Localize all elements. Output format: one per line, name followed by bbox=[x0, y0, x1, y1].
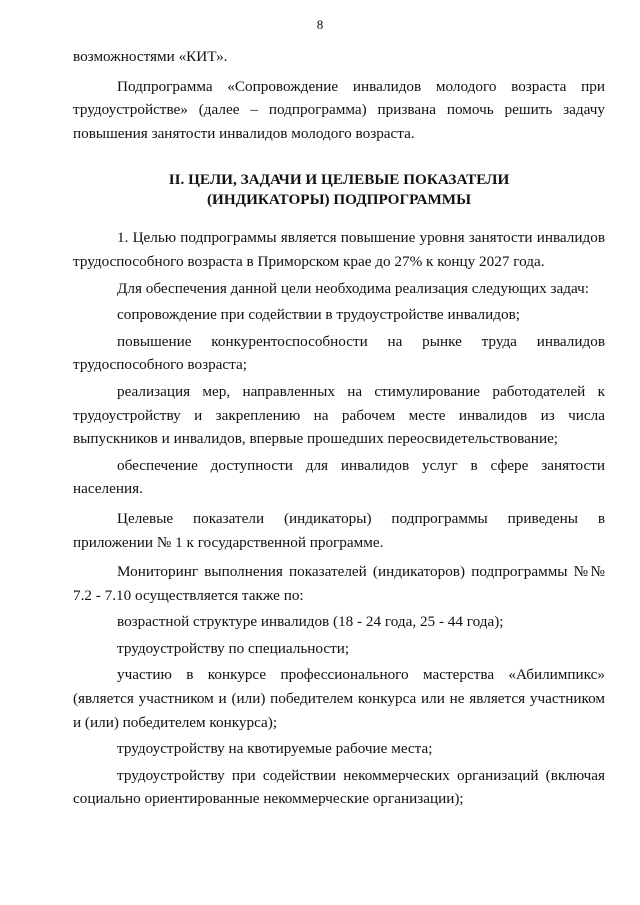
paragraph-monitoring: Мониторинг выполнения показателей (индикаторов) подпрограммы №№ 7.2 - 7.10 осуществляется также по: bbox=[73, 563, 605, 604]
paragraph-task-1: сопровождение при содействии в трудоустройстве инвалидов; bbox=[117, 306, 520, 324]
paragraph-monitoring-specialty: трудоустройству по специальности; bbox=[117, 639, 350, 657]
paragraph-goal: 1. Целью подпрограммы является повышение уровня занятости инвалидов трудоспособного возраста в Приморском крае до 27% к концу 2027 года. bbox=[73, 229, 605, 270]
paragraph-continuation: возможностями «КИТ». bbox=[73, 48, 228, 65]
paragraph-monitoring-quota: трудоустройству на квотируемые рабочие места; bbox=[117, 740, 433, 758]
paragraph-subprogram-intro: Подпрограмма «Сопровождение инвалидов молодого возраста при трудоустройстве» (далее – подпрограмма) призвана помочь решить задачу повышения занятости инвалидов молодого возраста. bbox=[73, 77, 605, 142]
section-heading bbox=[73, 170, 605, 210]
document-body bbox=[73, 45, 605, 811]
page-number: 8 bbox=[316, 17, 324, 32]
paragraph-task-3: реализация мер, направленных на стимулирование работодателей к трудоустройству и закреплению на рабочем месте инвалидов из числа выпускников и инвалидов, впервые прошедших переосвидетельствование; bbox=[73, 382, 605, 448]
section-heading-line-1: II. ЦЕЛИ, ЗАДАЧИ И ЦЕЛЕВЫЕ ПОКАЗАТЕЛИ bbox=[168, 171, 510, 189]
paragraph-task-4: обеспечение доступности для инвалидов услуг в сфере занятости населения. bbox=[73, 456, 605, 498]
section-heading-line-2: (ИНДИКАТОРЫ) ПОДПРОГРАММЫ bbox=[206, 191, 472, 209]
paragraph-tasks-intro: Для обеспечения данной цели необходима реализация следующих задач: bbox=[117, 279, 589, 297]
paragraph-indicators: Целевые показатели (индикаторы) подпрограммы приведены в приложении № 1 к государственной программе. bbox=[73, 509, 605, 551]
paragraph-monitoring-nco: трудоустройству при содействии некоммерческих организаций (включая социально ориентированные некоммерческие организации); bbox=[73, 766, 605, 808]
paragraph-monitoring-abilympics: участию в конкурсе профессионального мастерства «Абилимпикс» (является участником и (или) победителем конкурса или не является участником и (или) победителем конкурса); bbox=[73, 666, 605, 731]
paragraph-task-2: повышение конкурентоспособности на рынке труда инвалидов трудоспособного возраста; bbox=[73, 332, 605, 374]
paragraph-monitoring-age: возрастной структуре инвалидов (18 - 24 года, 25 - 44 года); bbox=[117, 613, 504, 631]
